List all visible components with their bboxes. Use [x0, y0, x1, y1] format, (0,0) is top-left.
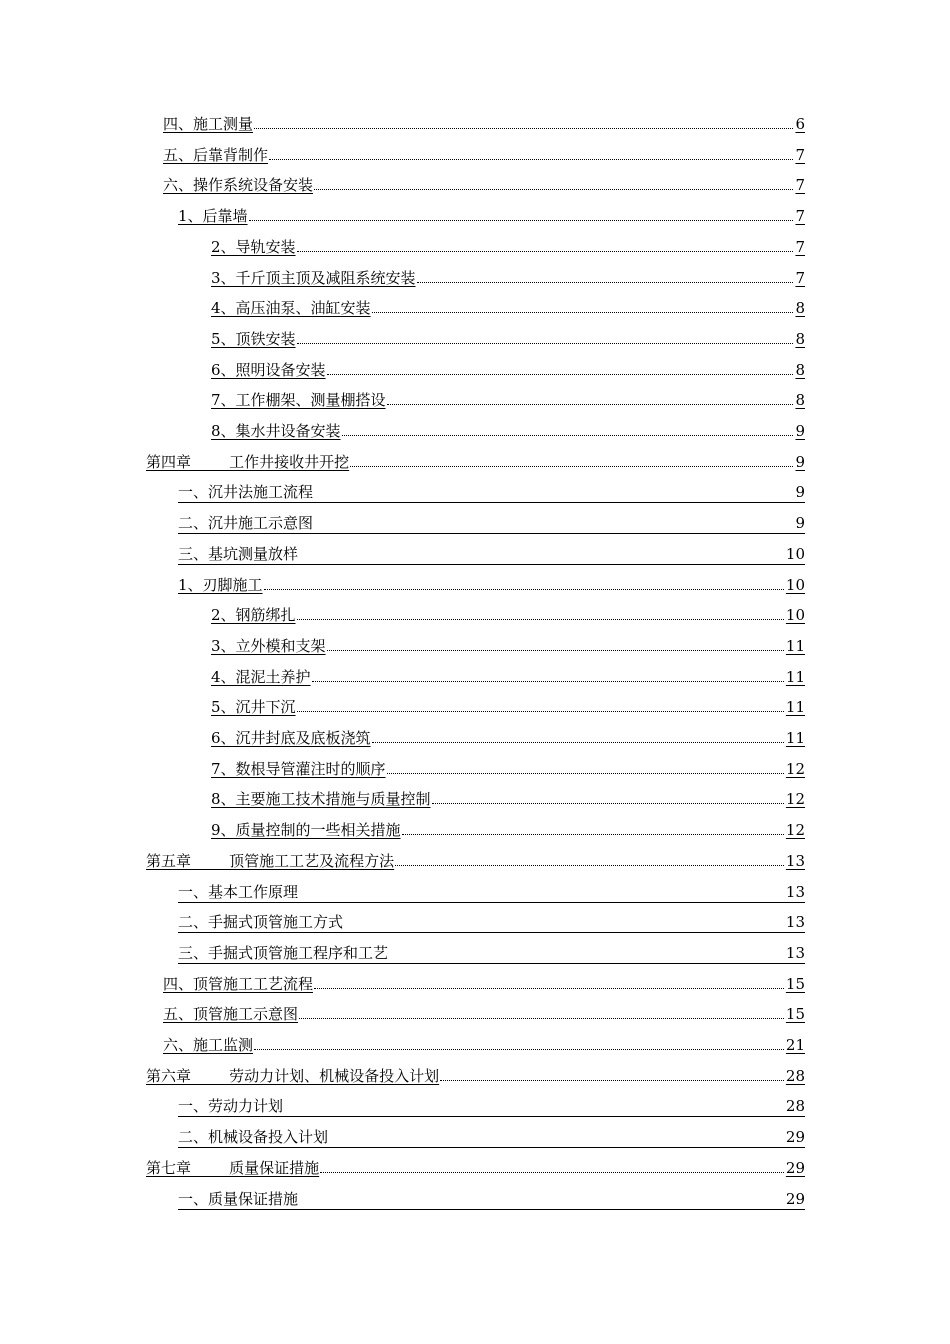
toc-entry-page-number: 15	[785, 975, 805, 993]
toc-entry[interactable]	[211, 726, 805, 748]
toc-entry-page-number: 7	[795, 238, 805, 256]
toc-entry[interactable]	[146, 849, 805, 871]
toc-entry[interactable]	[211, 695, 805, 717]
toc-entry-page-number: 12	[785, 821, 805, 839]
toc-entry[interactable]	[163, 1002, 805, 1024]
toc-dot-leader	[402, 834, 784, 835]
toc-entry[interactable]	[163, 1033, 805, 1055]
toc-entry-title: 3、千斤顶主顶及减阻系统安装	[211, 269, 416, 287]
toc-dot-leader	[387, 773, 784, 774]
toc-entry-page-number: 9	[795, 514, 805, 532]
toc-dot-leader	[314, 189, 793, 190]
toc-entry-page-number: 11	[785, 698, 805, 716]
toc-entry[interactable]	[163, 972, 805, 994]
toc-entry-title: 7、工作棚架、测量棚搭设	[211, 391, 386, 409]
toc-entry[interactable]	[211, 419, 805, 441]
toc-entry-page-number: 29	[785, 1190, 805, 1208]
toc-dot-leader	[297, 251, 794, 252]
toc-entry[interactable]	[211, 818, 805, 840]
toc-entry[interactable]	[211, 358, 805, 380]
toc-entry[interactable]	[178, 204, 805, 226]
toc-entry-page-number: 29	[785, 1128, 805, 1146]
toc-dot-leader	[297, 343, 794, 344]
toc-entry[interactable]	[211, 634, 805, 656]
toc-entry-page-number: 8	[795, 361, 805, 379]
toc-entry-title: 6、照明设备安装	[211, 361, 326, 379]
toc-dot-leader	[372, 312, 794, 313]
toc-entry-page-number: 6	[795, 115, 805, 133]
toc-entry-title: 4、高压油泵、油缸安装	[211, 299, 371, 317]
toc-entry[interactable]	[178, 480, 805, 503]
toc-entry-page-number: 11	[785, 637, 805, 655]
toc-entry-title: 1、刃脚施工	[178, 576, 263, 594]
toc-entry-page-number: 9	[795, 483, 805, 501]
toc-dot-leader	[417, 282, 794, 283]
toc-entry-page-number: 13	[785, 883, 805, 901]
toc-entry-page-number: 13	[785, 852, 805, 870]
toc-entry-title: 7、数根导管灌注时的顺序	[211, 760, 386, 778]
toc-entry[interactable]	[211, 388, 805, 410]
toc-entry[interactable]	[163, 143, 805, 165]
toc-dot-leader	[314, 988, 784, 989]
toc-entry-title: 五、后靠背制作	[163, 146, 269, 164]
toc-dot-leader	[395, 865, 784, 866]
toc-entry-page-number: 8	[795, 330, 805, 348]
toc-entry[interactable]	[178, 1125, 805, 1148]
toc-entry-title: 一、沉井法施工流程	[178, 483, 314, 501]
toc-entry[interactable]	[163, 173, 805, 195]
toc-entry-page-number: 7	[795, 207, 805, 225]
toc-dot-leader	[387, 404, 794, 405]
toc-entry-title: 6、沉井封底及底板浇筑	[211, 729, 371, 747]
toc-entry-page-number: 28	[785, 1097, 805, 1115]
toc-entry-page-number: 8	[795, 299, 805, 317]
toc-entry-page-number: 10	[785, 606, 805, 624]
toc-entry-page-number: 29	[785, 1159, 805, 1177]
toc-entry-title: 第四章 工作井接收井开挖	[146, 453, 350, 471]
toc-entry[interactable]	[211, 757, 805, 779]
toc-entry-page-number: 9	[795, 453, 805, 471]
toc-entry-page-number: 21	[785, 1036, 805, 1054]
toc-entry-title: 4、混泥土养护	[211, 668, 311, 686]
toc-entry-page-number: 8	[795, 391, 805, 409]
toc-entry-title: 二、机械设备投入计划	[178, 1128, 329, 1146]
toc-entry[interactable]	[178, 1094, 805, 1117]
toc-dot-leader	[342, 435, 794, 436]
toc-entry-title: 5、顶铁安装	[211, 330, 296, 348]
toc-dot-leader	[432, 803, 784, 804]
toc-entry-page-number: 7	[795, 176, 805, 194]
toc-entry-title: 9、质量控制的一些相关措施	[211, 821, 401, 839]
toc-dot-leader	[249, 220, 794, 221]
toc-dot-leader	[297, 711, 784, 712]
toc-entry-page-number: 9	[795, 422, 805, 440]
toc-dot-leader	[350, 466, 793, 467]
toc-dot-leader	[312, 681, 784, 682]
toc-dot-leader	[327, 374, 794, 375]
toc-dot-leader	[327, 650, 784, 651]
toc-entry[interactable]	[163, 112, 805, 134]
toc-entry-page-number: 7	[795, 146, 805, 164]
toc-entry-title: 六、操作系统设备安装	[163, 176, 314, 194]
toc-dot-leader	[372, 742, 784, 743]
toc-entry-title: 一、质量保证措施	[178, 1190, 299, 1208]
toc-entry[interactable]	[211, 235, 805, 257]
toc-entry-title: 第六章 劳动力计划、机械设备投入计划	[146, 1067, 440, 1085]
toc-dot-leader	[320, 1172, 784, 1173]
toc-entry[interactable]	[178, 573, 805, 595]
toc-entry[interactable]	[178, 542, 805, 565]
toc-entry[interactable]	[178, 941, 805, 964]
toc-entry[interactable]	[178, 1187, 805, 1210]
toc-entry-page-number: 15	[785, 1005, 805, 1023]
toc-dot-leader	[264, 589, 784, 590]
toc-entry-page-number: 10	[785, 545, 805, 563]
toc-entry-page-number: 13	[785, 944, 805, 962]
toc-entry-title: 2、钢筋绑扎	[211, 606, 296, 624]
toc-entry-title: 2、导轨安装	[211, 238, 296, 256]
toc-entry-title: 四、施工测量	[163, 115, 254, 133]
toc-entry-page-number: 11	[785, 729, 805, 747]
toc-entry[interactable]	[178, 910, 805, 933]
toc-entry-page-number: 12	[785, 760, 805, 778]
toc-entry-title: 三、基坑测量放样	[178, 545, 299, 563]
toc-entry[interactable]	[146, 1156, 805, 1178]
toc-entry[interactable]	[211, 327, 805, 349]
toc-entry-title: 五、顶管施工示意图	[163, 1005, 299, 1023]
toc-entry-title: 三、手掘式顶管施工程序和工艺	[178, 944, 389, 962]
toc-entry[interactable]	[211, 665, 805, 687]
toc-entry-title: 1、后靠墙	[178, 207, 248, 225]
toc-entry-page-number: 10	[785, 576, 805, 594]
toc-dot-leader	[269, 159, 793, 160]
toc-entry-title: 四、顶管施工工艺流程	[163, 975, 314, 993]
toc-entry-title: 二、手掘式顶管施工方式	[178, 913, 344, 931]
toc-dot-leader	[254, 128, 793, 129]
toc-entry-title: 5、沉井下沉	[211, 698, 296, 716]
toc-entry[interactable]	[211, 787, 805, 809]
toc-entry[interactable]	[211, 603, 805, 625]
toc-entry-page-number: 11	[785, 668, 805, 686]
toc-entry-title: 8、主要施工技术措施与质量控制	[211, 790, 431, 808]
toc-entry-page-number: 28	[785, 1067, 805, 1085]
toc-dot-leader	[299, 1018, 784, 1019]
toc-entry[interactable]	[211, 266, 805, 288]
toc-entry[interactable]	[146, 450, 805, 472]
toc-dot-leader	[440, 1080, 784, 1081]
toc-entry[interactable]	[178, 880, 805, 903]
toc-entry-title: 六、施工监测	[163, 1036, 254, 1054]
toc-entry-title: 一、基本工作原理	[178, 883, 299, 901]
toc-entry-title: 一、劳动力计划	[178, 1097, 284, 1115]
toc-entry[interactable]	[211, 296, 805, 318]
toc-entry-page-number: 12	[785, 790, 805, 808]
toc-entry-title: 第七章 质量保证措施	[146, 1159, 320, 1177]
toc-entry-title: 第五章 顶管施工工艺及流程方法	[146, 852, 395, 870]
toc-entry-title: 3、立外模和支架	[211, 637, 326, 655]
toc-entry-page-number: 7	[795, 269, 805, 287]
toc-dot-leader	[297, 619, 784, 620]
toc-entry-page-number: 13	[785, 913, 805, 931]
toc-entry-title: 二、沉井施工示意图	[178, 514, 314, 532]
toc-entry[interactable]	[146, 1064, 805, 1086]
toc-dot-leader	[254, 1049, 784, 1050]
toc-entry[interactable]	[178, 511, 805, 534]
toc-entry-title: 8、集水井设备安装	[211, 422, 341, 440]
